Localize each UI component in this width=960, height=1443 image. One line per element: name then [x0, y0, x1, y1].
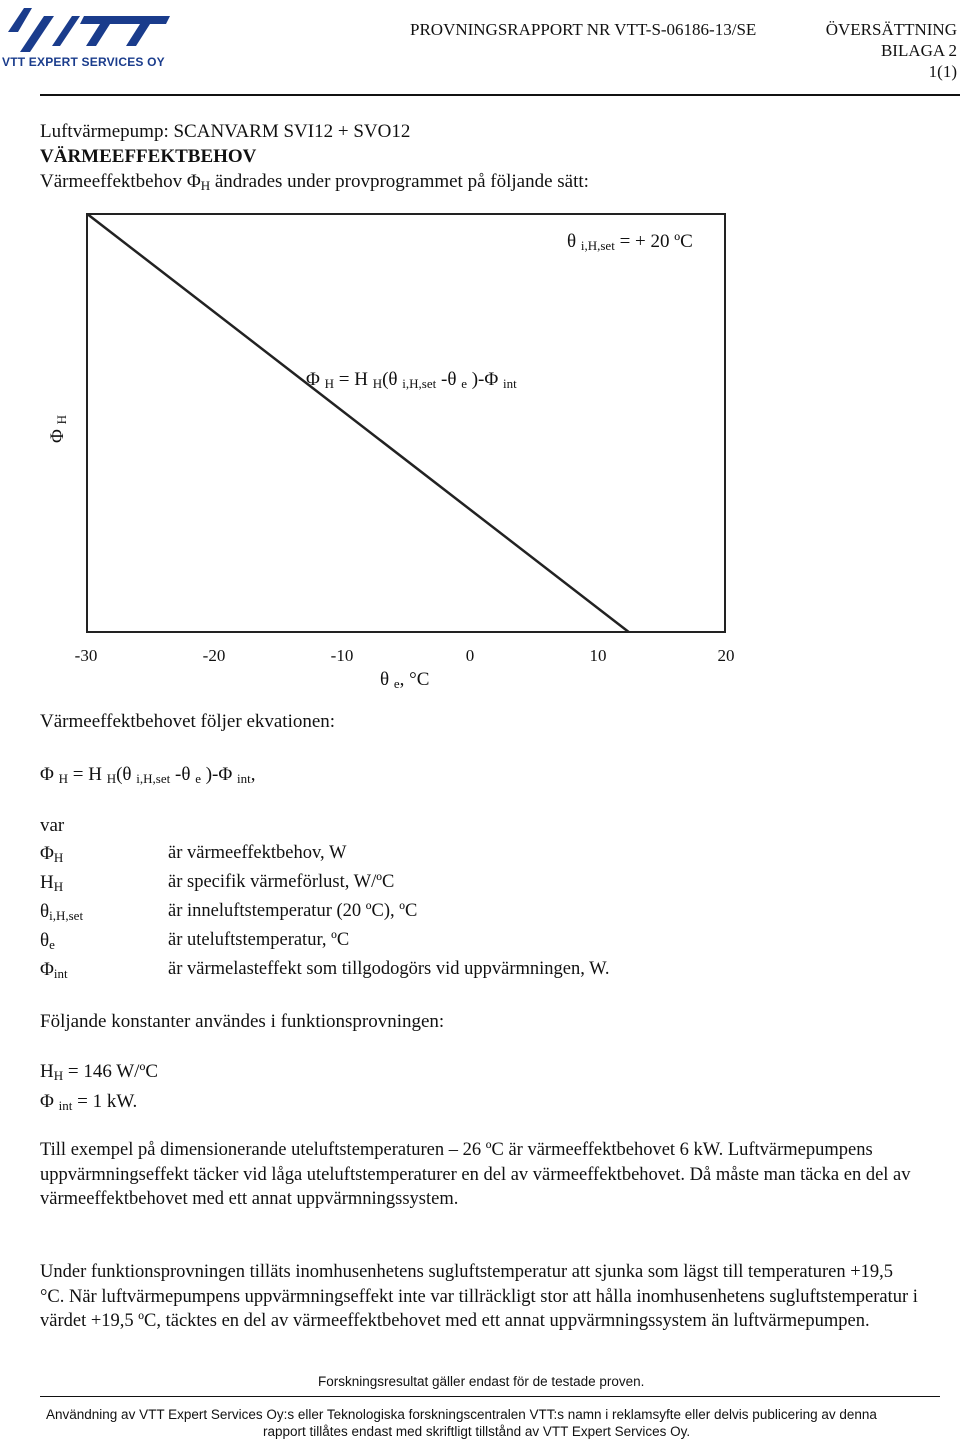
demand-line: [86, 213, 630, 633]
footer-line-1: Användning av VTT Expert Services Oy:s eller Teknologiska forskningscentralen VTT:s namn i reklamsyfte eller delvis publicering av denna: [46, 1407, 877, 1422]
annotation-equation: Φ $_H$ = H $_H$(θ $_{i,H,set}$ -θ $_e$ )-Φ $_{int}$: [306, 369, 517, 391]
paragraph-example: Till exempel på dimensionerande uteluftstemperaturen – 26 ºC är värmeeffektbehovet 6 kW. Luftvärmepumpens uppvärmningseffekt täcker vid låga uteluftstemperaturer en del av värmeeffektbehovet. Då måste man täcka en del av värmeeffektbehovet med ett annat uppvärmningssystem.: [40, 1140, 911, 1209]
appendix-label: BILAGA 2: [880, 41, 957, 60]
definition-text: är specifik värmeförlust, W/ºC: [168, 872, 395, 892]
translation-label: ÖVERSÄTTNING: [825, 20, 957, 39]
definition-symbol: $\theta_{i,H,set}$: [40, 901, 84, 923]
definition-text: är uteluftstemperatur, ºC: [168, 930, 350, 950]
definition-symbol: $\theta_e$: [40, 930, 55, 952]
equation: Φ $_H$ = H $_H$(θ $_{i,H,set}$ -θ $_e$ )-Φ $_{int}$,: [40, 764, 256, 786]
var-label: var: [40, 815, 65, 836]
x-tick-label: 20: [717, 646, 735, 665]
definition-symbol: $H_H$: [40, 872, 64, 894]
intro-sentence: Värmeeffektbehov $\Phi_H$ ändrades under provprogrammet på följande sätt:: [40, 171, 589, 193]
constants-intro: Följande konstanter användes i funktionsprovningen:: [40, 1011, 445, 1032]
definition-text: är värmeeffektbehov, W: [168, 843, 347, 863]
definition-text: är värmelasteffekt som tillgodogörs vid uppvärmningen, W.: [168, 959, 610, 979]
chart-plot: [86, 213, 726, 633]
footer-divider: [40, 1396, 940, 1397]
footer-line-2: rapport tillåtes endast med skriftligt tillstånd av VTT Expert Services Oy.: [263, 1424, 691, 1439]
x-tick-label: -10: [330, 646, 354, 665]
definition-text: är inneluftstemperatur (20 ºC), ºC: [168, 901, 418, 921]
product-line: Luftvärmepump: SCANVARM SVI12 + SVO12: [40, 121, 411, 142]
logo-subtitle: VTT EXPERT SERVICES OY: [2, 55, 165, 69]
definition-symbol: $\Phi_H$: [40, 843, 64, 865]
paragraph-test: Under funktionsprovningen tilläts inomhusenhetens sugluftstemperatur att sjunka som lägst till temperaturen +19,5 °C. När luftvärmepumpens uppvärmningseffekt inte var tillräckligt stor att hålla inomhusenhetens sugluftstemperatur i värdet +19,5 ºC, täcktes en del av värmeeffektbehovet med ett annat uppvärmningssystem än luftvärmepumpen.: [40, 1262, 918, 1331]
equation-intro: Värmeeffektbehovet följer ekvationen:: [40, 711, 336, 732]
constant-hh: $H_H = 146$ W/ºC: [40, 1061, 159, 1083]
page-number: 1(1): [928, 62, 957, 81]
header-divider: [40, 94, 960, 96]
section-heading: VÄRMEEFFEKTBEHOV: [40, 146, 257, 167]
x-tick-label: 0: [465, 646, 475, 665]
constant-phi: Φ $_{int}$ = 1 kW.: [40, 1091, 138, 1113]
x-axis-label: θ $_e$, °C: [380, 669, 430, 691]
x-tick-label: 10: [589, 646, 607, 665]
report-number: PROVNINGSRAPPORT NR VTT-S-06186-13/SE: [410, 20, 757, 39]
y-axis-label: Φ $_H$: [47, 414, 70, 444]
annotation-setpoint: θ $_{i,H,set}$ = + 20 ºC: [567, 231, 693, 253]
definition-symbol: $\Phi_{int}$: [40, 959, 68, 981]
x-tick-label: -20: [202, 646, 226, 665]
footer-note: Forskningsresultat gäller endast för de testade proven.: [318, 1374, 645, 1389]
x-tick-label: -30: [74, 646, 98, 665]
